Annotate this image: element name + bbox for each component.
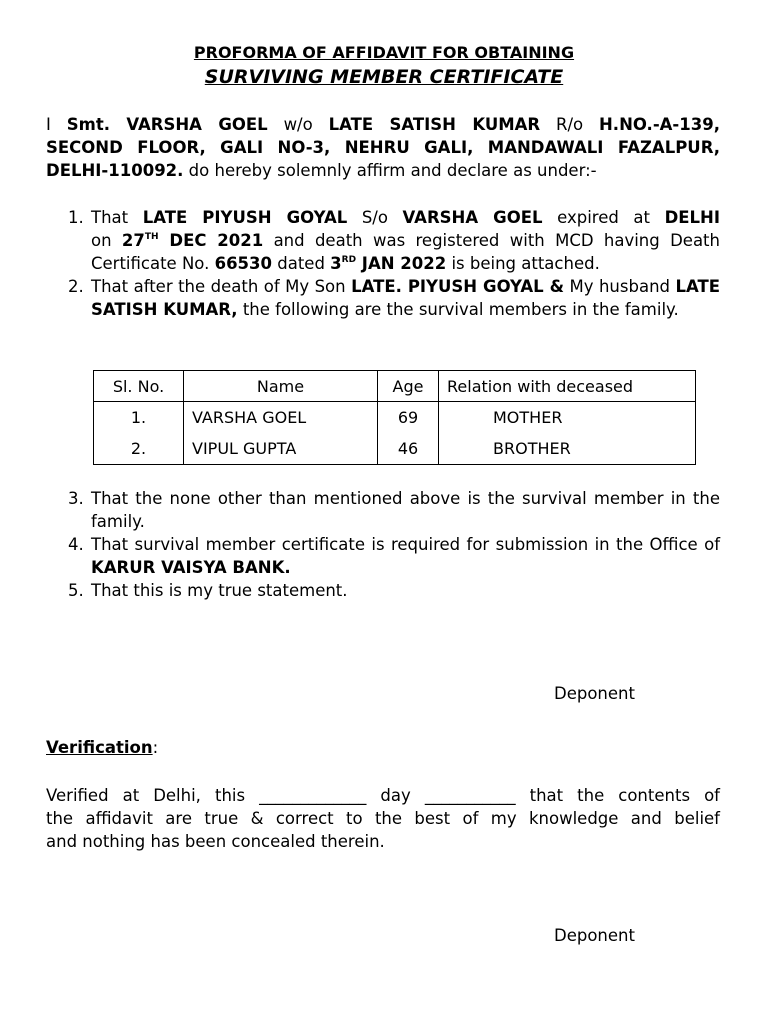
verification-colon: :	[152, 738, 159, 757]
item-number: 1.	[68, 208, 84, 227]
item1-line-1: That LATE PIYUSH GOYAL S/o VARSHA GOEL expired at DELHI	[91, 208, 720, 227]
item-body: That this is my true statement.	[91, 581, 348, 600]
death-date: 27TH DEC 2021	[121, 231, 264, 250]
verification-line-2: the affidavit are true & correct to the best of my knowledge and belief	[46, 809, 720, 828]
mother-name: VARSHA GOEL	[402, 208, 543, 227]
cell-sl-no: 2.	[94, 433, 184, 465]
intro-line-1	[46, 113, 720, 136]
list-item	[68, 275, 720, 321]
intro-text: R/o	[540, 115, 599, 134]
item-number: 2.	[68, 277, 84, 296]
col-header-age: Age	[378, 371, 439, 402]
item-number: 4.	[68, 535, 84, 554]
declaration-list-top	[68, 206, 720, 321]
certificate-number: 66530	[214, 254, 272, 273]
intro-text: w/o	[267, 115, 329, 134]
deponent-name: Smt. VARSHA GOEL	[66, 115, 268, 134]
list-item	[68, 487, 720, 533]
cell-relation: MOTHER	[439, 402, 696, 434]
death-place: DELHI	[664, 208, 720, 227]
intro-paragraph	[46, 113, 720, 182]
table-row	[94, 433, 696, 465]
item-number: 5.	[68, 581, 84, 600]
verification-line-3: and nothing has been concealed therein.	[46, 832, 385, 851]
deponent-label-2: Deponent	[554, 926, 635, 945]
cell-name: VIPUL GUPTA	[184, 433, 378, 465]
item-number: 3.	[68, 489, 84, 508]
deponent-label-1: Deponent	[554, 684, 635, 703]
cell-age: 69	[378, 402, 439, 434]
cell-name: VARSHA GOEL	[184, 402, 378, 434]
deceased-name: LATE PIYUSH GOYAL	[142, 208, 348, 227]
title-line-1: PROFORMA OF AFFIDAVIT FOR OBTAINING	[193, 43, 575, 62]
husband-name: LATE SATISH KUMAR,	[91, 277, 720, 319]
son-name: LATE. PIYUSH GOYAL &	[351, 277, 565, 296]
cell-relation: BROTHER	[439, 433, 696, 465]
address-part: H.NO.-A-139,	[599, 115, 720, 134]
intro-line-3	[46, 159, 720, 182]
item-body: That after the death of My Son LATE. PIYUSH GOYAL & My husband LATE SATISH KUMAR, the following are the survival members in the family.	[91, 277, 720, 319]
col-header-sl-no: Sl. No.	[94, 371, 184, 402]
cell-age: 46	[378, 433, 439, 465]
intro-line-2: SECOND FLOOR, GALI NO-3, NEHRU GALI, MANDAWALI FAZALPUR,	[46, 138, 720, 157]
verification-line-1: Verified at Delhi, this _____________ day ___________ that the contents of	[46, 786, 720, 805]
husband-name: LATE SATISH KUMAR	[328, 115, 541, 134]
item-body: That survival member certificate is required for submission in the Office of KARUR VAISYA BANK.	[91, 535, 720, 577]
item1-line-3: Certificate No. 66530 dated 3RD JAN 2022 is being attached.	[91, 254, 600, 273]
title-line-2: SURVIVING MEMBER CERTIFICATE	[204, 66, 564, 88]
verification-heading	[46, 738, 158, 757]
address-part: DELHI-110092.	[46, 161, 184, 180]
cell-sl-no: 1.	[94, 402, 184, 434]
declaration-list-bottom	[68, 487, 720, 602]
verification-paragraph	[46, 784, 720, 853]
verification-heading-text: Verification	[46, 738, 153, 757]
intro-text: do hereby solemnly affirm and declare as under:-	[183, 161, 597, 180]
bank-name: KARUR VAISYA BANK.	[91, 558, 291, 577]
table-header-row	[94, 371, 696, 402]
col-header-name: Name	[184, 371, 378, 402]
col-header-relation: Relation with deceased	[439, 371, 696, 402]
list-item	[68, 206, 720, 275]
table-row	[94, 402, 696, 434]
month-blank: ___________	[424, 786, 516, 805]
intro-text: I	[46, 115, 67, 134]
survival-members-table	[93, 370, 696, 465]
item-body: That the none other than mentioned above is the survival member in the family.	[91, 489, 720, 531]
item-body	[91, 206, 720, 275]
list-item	[68, 579, 720, 602]
certificate-date: 3RD JAN 2022	[330, 254, 447, 273]
list-item	[68, 533, 720, 579]
item1-line-2: on 27TH DEC 2021 and death was registered with MCD having Death	[91, 231, 720, 250]
day-blank: _____________	[259, 786, 367, 805]
